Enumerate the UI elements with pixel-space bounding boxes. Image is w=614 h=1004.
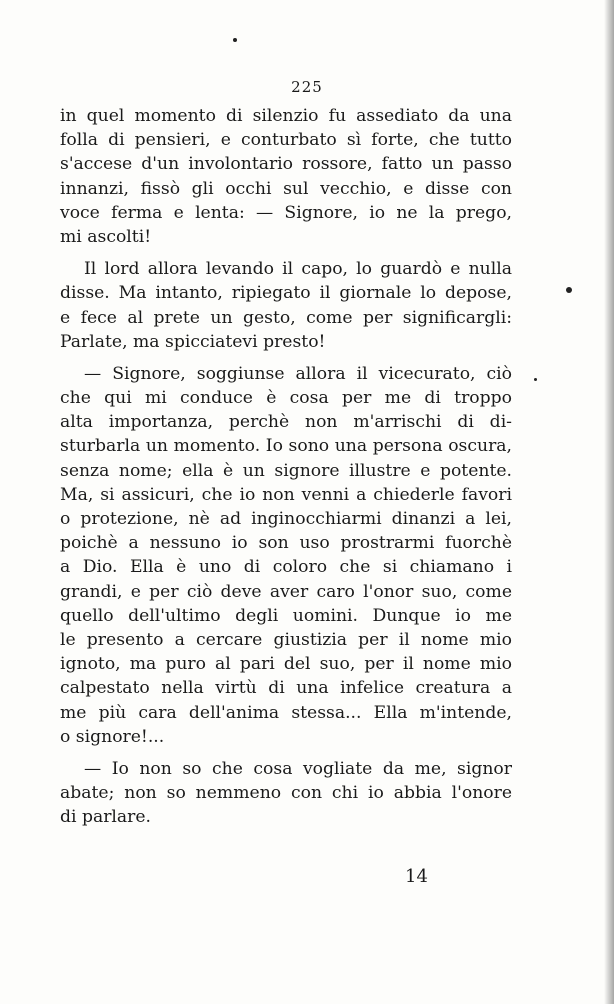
text-line: quello dell'ultimo degli uomini. Dunque io me [60,605,512,626]
signature-mark: 14 [405,866,428,887]
text-line: s'accese d'un involontario rossore, fatto un passo [60,154,512,175]
text-line: e fece al prete un gesto, come per significargli: [60,307,512,328]
text-line: le presento a cercare giustizia per il nome mio [60,629,512,650]
text-line: Il lord allora levando il capo, lo guardò e nulla [84,259,512,280]
page-edge-shadow [604,0,614,1004]
text-line: o signore!... [60,726,165,747]
text-line: grandi, e per ciò deve aver caro l'onor suo, come [60,581,512,602]
text-line: che qui mi conduce è cosa per me di troppo [60,388,512,409]
text-line: innanzi, fissò gli occhi sul vecchio, e disse con [60,178,512,199]
page-number: 225 [291,78,323,96]
text-line: — Signore, soggiunse allora il vicecurato, ciò [84,363,512,384]
text-line: o protezione, nè ad inginocchiarmi dinanzi a lei, [60,509,512,529]
ink-speck [534,378,537,381]
ink-speck [233,38,237,42]
ink-speck [566,287,572,293]
text-line: di parlare. [60,807,152,828]
text-line: poichè a nessuno io son uso prostrarmi fuorchè [60,533,512,554]
text-line: — Io non so che cosa vogliate da me, signor [84,758,512,779]
text-line: sturbarla un momento. Io sono una persona oscura, [60,436,512,457]
text-line: in quel momento di silenzio fu assediato da una [60,106,512,126]
text-line: a Dio. Ella è uno di coloro che si chiamano i [60,557,512,578]
text-line: mi ascolti! [60,226,152,247]
text-line: ignoto, ma puro al pari del suo, per il nome mio [60,654,512,675]
text-line: senza nome; ella è un signore illustre e potente. [60,460,512,481]
text-line: Ma, si assicuri, che io non venni a chiederle favori [60,484,512,505]
text-line: alta importanza, perchè non m'arrischi di di- [60,412,512,433]
text-line: abate; non so nemmeno con chi io abbia l'onore [60,783,512,804]
body-text [60,104,512,829]
text-line: disse. Ma intanto, ripiegato il giornale lo depose, [60,283,512,304]
text-line: calpestato nella virtù di una infelice creatura a [60,678,512,699]
text-line: folla di pensieri, e conturbato sì forte, che tutto [60,130,512,151]
text-line: voce ferma e lenta: — Signore, io ne la prego, [60,202,512,223]
text-line: me più cara dell'anima stessa... Ella m'intende, [60,702,512,723]
text-line: Parlate, ma spicciatevi presto! [60,331,326,352]
